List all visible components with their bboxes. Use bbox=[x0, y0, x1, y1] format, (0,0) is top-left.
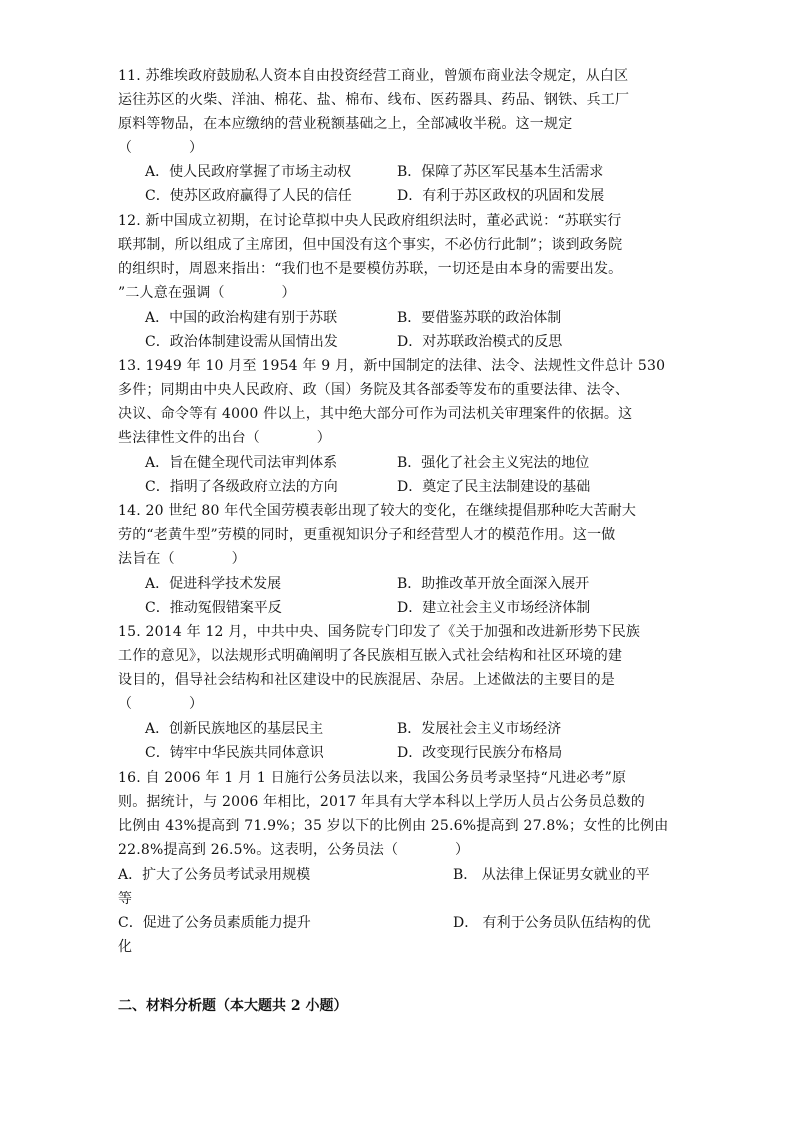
option-c: C．政治体制建设需从国情出发 bbox=[145, 334, 338, 350]
option-a: A．中国的政治构建有别于苏联 bbox=[145, 310, 338, 326]
option-b: B．要借鉴苏联的政治体制 bbox=[397, 310, 562, 326]
answer-blank: （ ） bbox=[118, 140, 204, 156]
section-heading: 二、材料分析题（本大题共 2 小题） bbox=[118, 998, 348, 1014]
question-text-line: 多件；同期由中央人民政府、政（国）务院及其各部委等发布的重要法律、法令、 bbox=[118, 382, 630, 398]
option-c: C．推动冤假错案平反 bbox=[145, 600, 282, 616]
answer-blank: （ ） bbox=[118, 696, 204, 712]
question-text-line: 比例由 43%提高到 71.9%；35 岁以下的比例由 25.6%提高到 27.8%；女性的比例由 bbox=[118, 818, 669, 834]
option-b: B．发展社会主义市场经济 bbox=[397, 721, 562, 737]
option-b: B．强化了社会主义宪法的地位 bbox=[397, 455, 590, 471]
question-text-line: 15. 2014 年 12 月，中共中央、国务院专门印发了《关于加强和改进新形势下民族 bbox=[118, 624, 641, 640]
question-text-line: 11. 苏维埃政府鼓励私人资本自由投资经营工商业，曾颁布商业法令规定，从白区 bbox=[118, 68, 629, 84]
question-text-line: 的组织时，周恩来指出：“我们也不是要模仿苏联，一切还是由本身的需要出发。 bbox=[118, 261, 623, 277]
option-c: C．使苏区政府赢得了人民的信任 bbox=[145, 188, 352, 204]
question-text-line: 法旨在（ ） bbox=[118, 551, 246, 567]
option-d: D．有利于苏区政权的巩固和发展 bbox=[397, 188, 605, 204]
question-text-line: 原料等物品，在本应缴纳的营业税额基础之上，全部减收半税。这一规定 bbox=[118, 116, 573, 132]
option-c: C．促进了公务员素质能力提升 bbox=[118, 915, 311, 931]
option-a: A．扩大了公务员考试录用规模 bbox=[118, 867, 311, 883]
option-d: D．改变现行民族分布格局 bbox=[397, 745, 563, 761]
question-text-line: 14. 20 世纪 80 年代全国劳模表彰出现了较大的变化，在继续提倡那种吃大苦耐大 bbox=[118, 503, 637, 519]
option-a: A．旨在健全现代司法审判体系 bbox=[145, 455, 338, 471]
question-text-line: 22.8%提高到 26.5%。这表明，公务员法（ ） bbox=[118, 842, 470, 858]
question-text-line: 运往苏区的火柴、洋油、棉花、盐、棉布、线布、医药器具、药品、钢铁、兵工厂 bbox=[118, 92, 630, 108]
option-a: A．创新民族地区的基层民主 bbox=[145, 721, 324, 737]
option-b: B． 从法律上保证男女就业的平 bbox=[453, 867, 650, 883]
option-b-continuation: 等 bbox=[118, 891, 132, 907]
question-text-line: 13. 1949 年 10 月至 1954 年 9 月，新中国制定的法律、法令、法规性文件总计 530 bbox=[118, 358, 666, 374]
option-d: D．建立社会主义市场经济体制 bbox=[397, 600, 591, 616]
option-d: D． 有利于公务员队伍结构的优 bbox=[453, 915, 651, 931]
option-b: B．保障了苏区军民基本生活需求 bbox=[397, 164, 604, 180]
question-text-line: 些法律性文件的出台（ ） bbox=[118, 430, 331, 446]
question-text-line: 16. 自 2006 年 1 月 1 日施行公务员法以来，我国公务员考录坚持“凡进必考”原 bbox=[118, 770, 627, 786]
question-text-line: 则。据统计，与 2006 年相比，2017 年具有大学本科以上学历人员占公务员总数的 bbox=[118, 794, 646, 810]
option-b: B．助推改革开放全面深入展开 bbox=[397, 576, 590, 592]
option-c: C．指明了各级政府立法的方向 bbox=[145, 479, 338, 495]
option-d: D．对苏联政治模式的反思 bbox=[397, 334, 563, 350]
option-d: D．奠定了民主法制建设的基础 bbox=[397, 479, 591, 495]
question-text-line: 联邦制，所以组成了主席团，但中国没有这个事实，不必仿行此制”；谈到政务院 bbox=[118, 237, 623, 253]
question-text-line: ”二人意在强调（ ） bbox=[118, 285, 296, 301]
option-d-continuation: 化 bbox=[118, 939, 132, 955]
question-text-line: 设目的，倡导社会结构和社区建设中的民族混居、杂居。上述做法的主要目的是 bbox=[118, 672, 615, 688]
question-text-line: 劳的“老黄牛型”劳模的同时，更重视知识分子和经营型人才的模范作用。这一做 bbox=[118, 527, 616, 543]
question-text-line: 决议、命令等有 4000 件以上，其中绝大部分可作为司法机关审理案件的依据。这 bbox=[118, 406, 633, 422]
question-text-line: 12. 新中国成立初期，在讨论草拟中央人民政府组织法时，董必武说：“苏联实行 bbox=[118, 213, 622, 229]
option-a: A．促进科学技术发展 bbox=[145, 576, 282, 592]
question-text-line: 工作的意见》，以法规形式明确阐明了各民族相互嵌入式社会结构和社区环境的建 bbox=[118, 648, 623, 664]
option-c: C．铸牢中华民族共同体意识 bbox=[145, 745, 324, 761]
option-a: A．使人民政府掌握了市场主动权 bbox=[145, 164, 352, 180]
